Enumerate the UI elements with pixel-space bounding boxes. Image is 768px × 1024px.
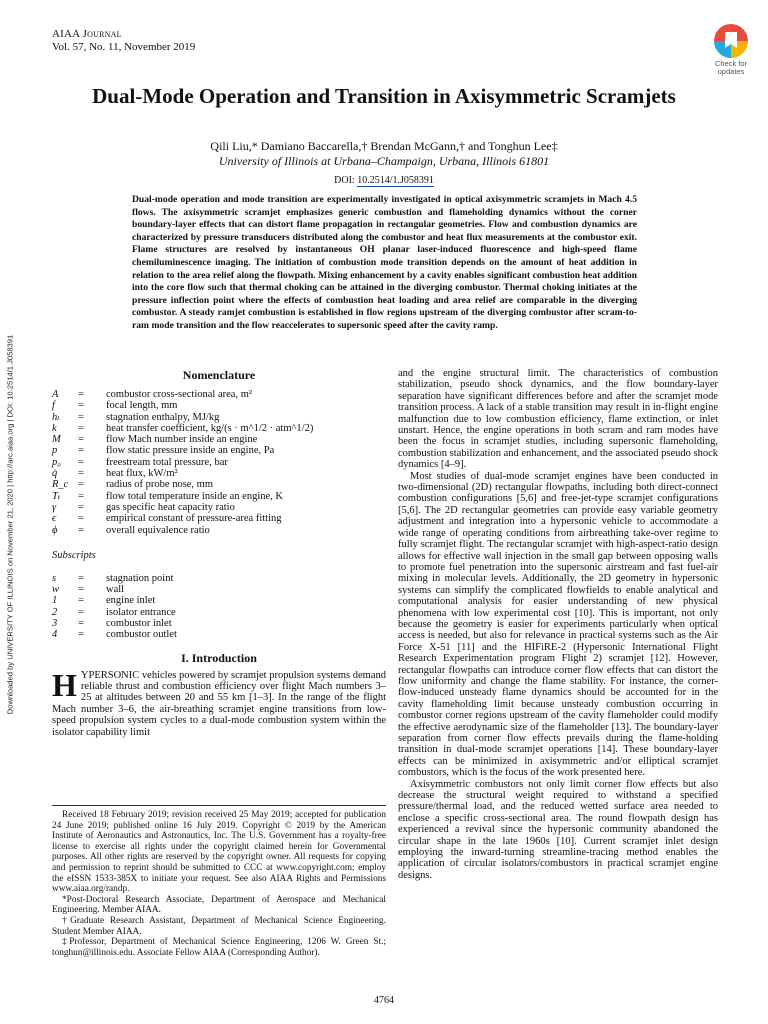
body-paragraph: Most studies of dual-mode scramjet engines have been conducted in two-dimensional (2D) rectangular flowpaths, including both direct-connect combustion configurations [5,6] and free-jet-type scramjet configurations [5,6]. The 2D rectangular geometries can provide easy variable geometry adjustment and integration into a hypersonic vehicle to accommodate a wide range of operating conditions from airbreathing take-over regime to fully scramjet flight. The rectangular scramjet with high-aspect-ratio design allows for effective wall injection in the small gap between opposing walls to promote fuel penetration into the supersonic airstream and fast fuel-air mixing in molecular levels. Additionally, the 2D geometry in hypersonic systems can simplify the complicated flowfields to enable analytical and computational analysis for easier understanding of new physical phenomena with low experimental cost [10]. This is important, not only because the geometry is easier for experiments particularly when optical access is needed, but also for relevance in practical systems such as the Air Force X-51 [11] and the HIFiRE-2 (Hypersonic International Flight Research Experimentation program Flight 2) scramjet [12]. However, rectangular flowpaths can introduce corner flow effects that can distort the flow uniformity and change the flame stability. For instance, the corner-flow-induced unsteady flame dynamics should be accounted for in the cavity flameholding limit because unsteady combustion occurring in combustor corner regions upstream of the cavity flameholder could modify the effective aerodynamic size of the flameholder [13]. The boundary-layer separation from corner flow effects prevails during the flame-holding transition in dual-mode scramjet operations [14]. These boundary-layer effects can be minimized in axisymmetric and/or elliptical scramjet combustors, which is the focus of the work presented here. [398,470,718,779]
nomenclature-row-eq: = [78,524,84,536]
nomenclature-row [52,513,386,524]
nomenclature-row-eq: = [78,513,84,525]
nomenclature-row-sym: p [52,445,58,457]
journal-name: AIAA Journal [52,28,122,40]
nomenclature-row-eq: = [78,445,84,457]
bookmark-icon [714,24,748,58]
check-for-updates-badge[interactable] [706,24,756,82]
subscript-row-sym: 2 [52,606,58,618]
nomenclature-row-sym: k [52,422,57,434]
nomenclature-row-sym: q̇ [52,468,58,480]
subscript-row-eq: = [78,629,84,641]
nomenclature-row [52,502,386,513]
subscript-row-def: wall [106,584,125,596]
nomenclature-row-eq: = [78,456,84,468]
nomenclature-list [52,389,386,536]
subscript-row-sym: s [52,572,57,584]
nomenclature-row-eq: = [78,479,84,491]
nomenclature-row [52,400,386,411]
subscript-row-def: engine inlet [106,595,156,607]
subscript-row-def: combustor inlet [106,618,172,630]
subscript-row [52,573,386,584]
nomenclature-row [52,445,386,456]
nomenclature-row-eq: = [78,434,84,446]
nomenclature-row-eq: = [78,411,84,423]
subscript-row-sym: 4 [52,629,58,641]
page-number: 4764 [374,995,394,1006]
nomenclature-row [52,491,386,502]
nomenclature-heading: Nomenclature [182,368,256,382]
body-paragraph: and the engine structural limit. The characteristics of combustion stabilization, pseudo shock dynamics, and the flow boundary-layer separation have significant differences before and after the scramjet mode transition process. A lack of a stable transition may result in in-flight engine malfunction due to low combustion efficiency, flame extinction, or inlet unstart. Hence, the engine operations in both scram and ram modes have been the focus in scramjet studies, including supersonic flameholding, combustion stabilization and enhancement, and the associated pseudo shock dynamics [4–9]. [398,368,718,471]
nomenclature-row-eq: = [78,468,84,480]
doi-link[interactable]: 10.2514/1.J058391 [357,175,434,186]
subscripts-list [52,573,386,641]
nomenclature-row-sym: hₜ [52,411,60,423]
nomenclature-row-sym: γ [52,501,57,513]
nomenclature-row [52,525,386,536]
nomenclature-row-def: freestream total pressure, bar [106,456,228,468]
nomenclature-row-eq: = [78,501,84,513]
nomenclature-row-def: flow total temperature inside an engine, K [106,490,283,502]
nomenclature-row-def: focal length, mm [106,400,178,412]
download-watermark: Downloaded by UNIVERSITY OF ILLINOIS on November 21, 2020 | http://arc.aiaa.org | DOI: 10.2514/1.J058391 [5,334,15,715]
subscript-row [52,618,386,629]
nomenclature-row-eq: = [78,490,84,502]
subscript-row [52,595,386,606]
doi-label: DOI: [334,175,355,186]
subscript-row-eq: = [78,572,84,584]
nomenclature-row-def: heat flux, kW/m² [106,468,178,480]
authors: Qili Liu,* Damiano Baccarella,† Brendan McGann,† and Tonghun Lee‡ [210,139,558,153]
nomenclature-row-eq: = [78,389,84,400]
doi [0,175,768,186]
nomenclature-row-eq: = [78,400,84,412]
nomenclature-row [52,457,386,468]
nomenclature-row-sym: Tₜ [52,490,61,502]
nomenclature-row-def: flow Mach number inside an engine [106,434,258,446]
subscript-row [52,607,386,618]
subscript-row-eq: = [78,595,84,607]
subscripts-heading: Subscripts [52,549,96,561]
nomenclature-row-def: combustor cross-sectional area, m² [106,389,253,400]
left-column [52,368,386,738]
footnote-received: Received 18 February 2019; revision received 25 May 2019; accepted for publication 24 June 2019; published online 16 July 2019. Copyright © 2019 by the American Institute of Aeronautics and Astronautics, Inc. The U.S. Government has a royalty-free license to exercise all rights under the copyright claimed herein for Governmental purposes. All other rights are reserved by the copyright owner. All requests for copying and permission to reprint should be submitted to CCC at www.copyright.com; employ the eISSN 1533-385X to initiate your request. See also AIAA Rights and Permissions www.aiaa.org/randp. [52,810,386,895]
paper-title: Dual-Mode Operation and Transition in Axisymmetric Scramjets [92,84,676,108]
journal-volume: Vol. 57, No. 11, November 2019 [52,41,196,53]
introduction-heading: I. Introduction [181,650,257,665]
check-badge-label: Check for updates [714,59,748,76]
subscript-row-def: stagnation point [106,572,174,584]
nomenclature-row-eq: = [78,422,84,434]
nomenclature-row-def: heat transfer coefficient, kg/(s · m^1/2 · atm^1/2) [106,422,314,434]
nomenclature-row-def: radius of probe nose, mm [106,479,214,491]
body-paragraph: Axisymmetric combustors not only limit corner flow effects but also decrease the structural weight required to withstand a specified pressure/thermal load, and the reduced wetted surface area needed to enclose a specific cross-sectional area. The round flowpath design has experienced a revival since the hypersonic community abandoned the circular shape in the late 1960s [10]. Current scramjet inlet design employing the inward-turning streamline-tracing method enables the application of circular isolators/combustors in practical scramjet engine designs. [398,778,718,881]
dropcap: H [52,666,77,703]
subscript-row-eq: = [78,618,84,630]
abstract: Dual-mode operation and mode transition are experimentally investigated in optical axisymmetric scramjets in Mach 4.5 flows. The axisymmetric scramjet emphasizes generic combustion and flameholding dynamics without the corner boundary-layer effects that can distort flame propagation in rectangular geometries. Flow and combustion dynamics are characterized by pressure transducers distributed along the combustor and heat flux measurements at the combustor exit. Flame structures are resolved by instantaneous OH planar laser-induced fluorescence and high-speed flame chemiluminescence imaging. The initiation of combustion mode transition depends on the amount of heat addition in relation to the area relief along the flowpath. Mixing enhancement by a cavity enables significant combustion heat addition into the core flow such that thermal choking can be attained in the diverging combustor. Thermal choking initiates at the pressure inflection point where the effects of combustion heat loading and area relief are comparable in the diverging combustor. A steady ramjet combustion is established in flow regions upstream of the diverging combustor after scram-to-ram mode transition and the flow reaccelerates to supersonic speed after the cavity ramp. [132,194,637,331]
subscript-row-sym: 3 [52,618,58,630]
intro-text: YPERSONIC vehicles powered by scramjet propulsion systems demand reliable thrust and combustion efficiency over flight Mach numbers 3–25 at altitudes between 20 and 55 km [1–3]. In the range of the flight Mach number 3–6, the air-breathing scramjet engine transitions from low-speed propulsion system cycles to a dual-mode combustion system within the isolator capability limit [52,669,386,738]
nomenclature-row [52,423,386,434]
subscript-row-sym: w [52,584,60,596]
nomenclature-row-def: stagnation enthalpy, MJ/kg [106,411,220,423]
footnote-author-3: ‡Professor, Department of Mechanical Science Engineering, 1206 W. Green St.; tonghun@illinois.edu. Associate Fellow AIAA (Corresponding Author). [52,937,386,958]
footnote-author-2: †Graduate Research Assistant, Department of Mechanical Science Engineering. Student Member AIAA. [52,915,386,937]
nomenclature-row-sym: ϵ [52,513,57,525]
nomenclature-row-sym: ϕ [52,524,58,536]
nomenclature-row-def: overall equivalence ratio [106,524,210,536]
subscript-row [52,629,386,640]
subscript-row-sym: 1 [52,595,58,607]
subscript-row-def: combustor outlet [106,629,177,641]
footnote-author-1: *Post-Doctoral Research Associate, Department of Aerospace and Mechanical Engineering. Member AIAA. [52,894,386,916]
nomenclature-row-def: flow static pressure inside an engine, Pa [106,445,275,457]
nomenclature-row-sym: A [52,389,59,400]
footnotes [52,805,386,958]
subscript-row-def: isolator entrance [106,606,176,618]
nomenclature-row [52,389,386,400]
nomenclature-row [52,434,386,445]
nomenclature-row-def: empirical constant of pressure-area fitting [106,513,282,525]
subscript-row [52,584,386,595]
right-column [398,368,718,881]
nomenclature-row [52,468,386,479]
nomenclature-row-sym: R_c [52,479,69,491]
nomenclature-row-sym: p₀ [52,456,61,468]
nomenclature-row [52,479,386,490]
nomenclature-row-sym: M [52,434,61,446]
subscript-row-eq: = [78,606,84,618]
intro-paragraph [52,666,386,738]
subscript-row-eq: = [78,584,84,596]
nomenclature-row-sym: f [52,400,55,412]
nomenclature-row-def: gas specific heat capacity ratio [106,501,235,513]
nomenclature-row [52,412,386,423]
affiliation: University of Illinois at Urbana–Champaign, Urbana, Illinois 61801 [218,154,550,168]
